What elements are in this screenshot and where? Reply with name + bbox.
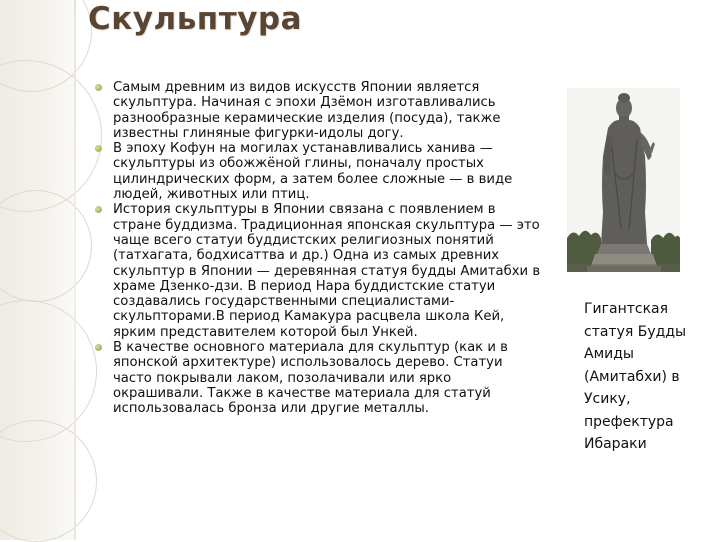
bullet-icon [95,344,102,351]
decorative-ring [0,420,97,542]
bullet-icon [95,84,102,91]
image-caption: Гигантская статуя Будды Амиды (Амитабхи) в Усику, префектура Ибараки [584,301,687,452]
bullet-text: История скульптуры в Японии связана с появлением в стране буддизма. Традиционная японская скульптура — это чаще всего статуи буддистских религиозных понятий (татхагата, бодхисаттва и др.) Одна из самых древних скульптур в Японии — деревянная статуя будды Амитабхи в храме Дзенко-дзи. В период Нара буддистские статуи создавались государственными специалистами-скульпторами.В период Камакура расцвела школа Кей, ярким представителем которой был Ункей. [113,202,541,340]
bullet-icon [95,206,102,213]
bullet-list [98,80,544,417]
bullet-item [98,340,544,416]
bullet-text: В эпоху Кофун на могилах устанавливались ханива — скульптуры из обожжёной глины, поначалу простых цилиндрических форм, а затем более сложные — в виде людей, животных или птиц. [113,141,513,203]
buddha-statue-photo [567,88,680,272]
slide-title: Скульптура [88,1,303,37]
bullet-item [98,202,544,340]
buddha-statue-icon [567,88,680,272]
bullet-item [98,80,544,141]
side-band-divider [74,0,76,540]
bullet-text: В качестве основного материала для скульптур (как и в японской архитектуре) использовалось дерево. Статуи часто покрывали лаком, позолачивали или ярко окрашивали. Также в качестве материала для статуй использовалась бронза или другие металлы. [113,340,508,417]
bullet-icon [95,145,102,152]
decorative-ring [0,190,92,302]
decorative-ring [0,60,102,212]
bullet-text: Самым древним из видов искусств Японии является скульптура. Начиная с эпохи Дзёмон изготавливались разнообразные керамические изделия (посуда), также известны глиняные фигурки-идолы догу. [113,80,501,141]
bullet-item [98,141,544,202]
decorative-side-band [0,0,74,540]
